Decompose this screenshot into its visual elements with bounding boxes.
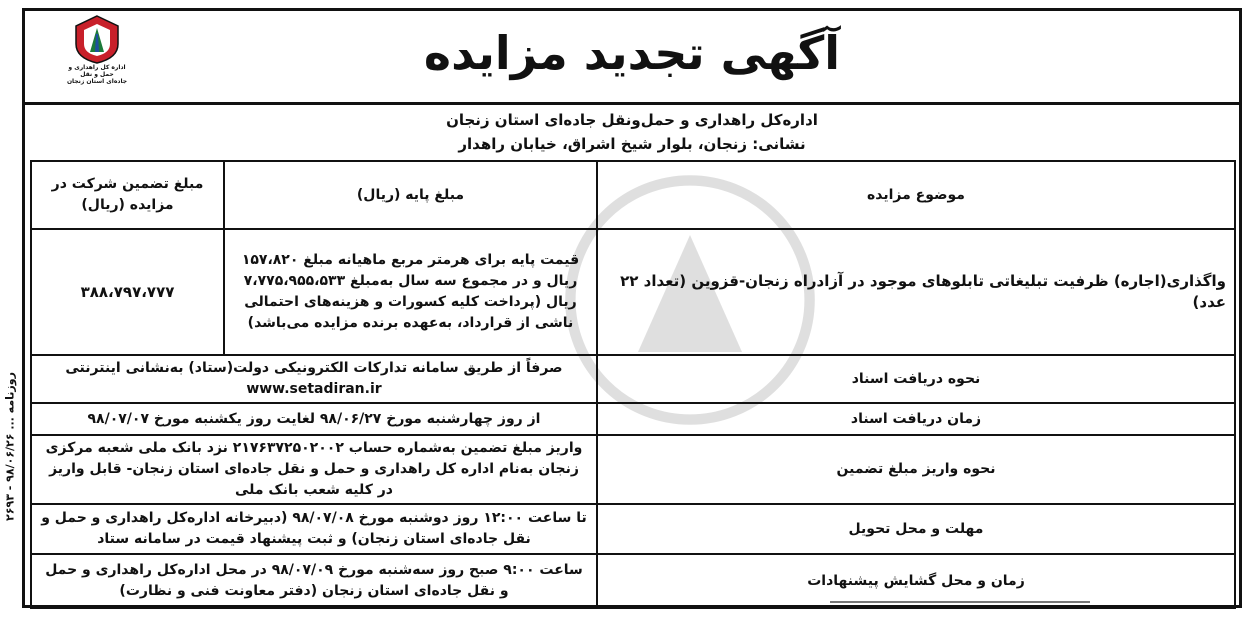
logo-caption-line-2: جاده‌ای استان زنجان	[66, 78, 128, 85]
row-label-guarantee-payment: نحوه واریز مبلغ تضمین	[597, 435, 1235, 504]
row-value-document-time: از روز چهارشنبه مورخ ۹۸/۰۶/۲۷ لغایت روز یکشنبه مورخ ۹۸/۰۷/۰۷	[31, 403, 597, 435]
row-value-opening: ساعت ۹:۰۰ صبح روز سه‌شنبه مورخ ۹۸/۰۷/۰۹ در محل اداره‌کل راهداری و حمل و نقل جاده‌ای استان زنجان (دفتر معاونت فنی و نظارت)	[31, 554, 597, 608]
notice-title: آگهی تجدید مزایده	[423, 26, 841, 80]
table-row	[31, 504, 1235, 554]
row-label-document-time: زمان دریافت اسناد	[597, 403, 1235, 435]
side-margin-note	[0, 300, 17, 600]
header-subject: موضوع مزایده	[597, 161, 1235, 229]
table-header-row	[31, 161, 1235, 229]
header-base-price: مبلغ پایه (ریال)	[224, 161, 597, 229]
title-divider	[22, 102, 1242, 105]
row-value-document-method: صرفاً از طریق سامانه تدارکات الکترونیکی دولت(ستاد) به‌نشانی اینترنتی www.setadiran.ir	[31, 355, 597, 403]
table-main-row	[31, 229, 1235, 355]
row-label-opening: زمان و محل گشایش پیشنهادات	[597, 554, 1235, 608]
organization-address: نشانی: زنجان، بلوار شیخ اشراق، خیابان راهدار	[458, 135, 806, 153]
header-guarantee: مبلغ تضمین شرکت در مزایده (ریال)	[31, 161, 224, 229]
table-row	[31, 355, 1235, 403]
row-value-deadline: تا ساعت ۱۲:۰۰ روز دوشنبه مورخ ۹۸/۰۷/۰۸ (دبیرخانه اداره‌کل راهداری و حمل و نقل جاده‌ای استان زنجان) و ثبت پیشنهاد قیمت در سامانه ستاد	[31, 504, 597, 554]
table-row	[31, 554, 1235, 608]
side-note-text: روزنامه ... ۹۸/۰۶/۲۶ - ۲۶۹۳	[3, 372, 17, 521]
table-row	[31, 435, 1235, 504]
organization-header	[22, 108, 1242, 156]
organization-name: اداره‌کل راهداری و حمل‌ونقل جاده‌ای استان زنجان	[446, 111, 818, 129]
base-price-description: قیمت پایه برای هرمتر مربع ماهیانه مبلغ ۱۵۷،۸۲۰ ریال و در مجموع سه سال به‌مبلغ ۷،۷۷۵،۹۵۵،۵۳۳ ریال (پرداخت کلیه کسورات و هزینه‌های احتمالی ناشی از قرارداد، به‌عهده برنده مزایده می‌باشد)	[224, 229, 597, 355]
bottom-stub	[830, 601, 1090, 613]
row-label-document-method: نحوه دریافت اسناد	[597, 355, 1235, 403]
row-label-deadline: مهلت و محل تحویل	[597, 504, 1235, 554]
guarantee-amount: ۳۸۸،۷۹۷،۷۷۷	[31, 229, 224, 355]
auction-table	[30, 160, 1236, 609]
table-row	[31, 403, 1235, 435]
auction-subject: واگذاری(اجاره) ظرفیت تبلیغاتی تابلوهای موجود در آزادراه زنجان-قزوین (تعداد ۲۲ عدد)	[597, 229, 1235, 355]
row-value-guarantee-payment: واریز مبلغ تضمین به‌شماره حساب ۲۱۷۶۳۷۲۵۰۲۰۰۲ نزد بانک ملی شعبه مرکزی زنجان به‌نام اداره کل راهداری و حمل و نقل جاده‌ای استان زنجان- قابل واریز در کلیه شعب بانک ملی	[31, 435, 597, 504]
logo-caption-line-1: اداره کل راهداری و حمل و نقل	[68, 64, 126, 78]
